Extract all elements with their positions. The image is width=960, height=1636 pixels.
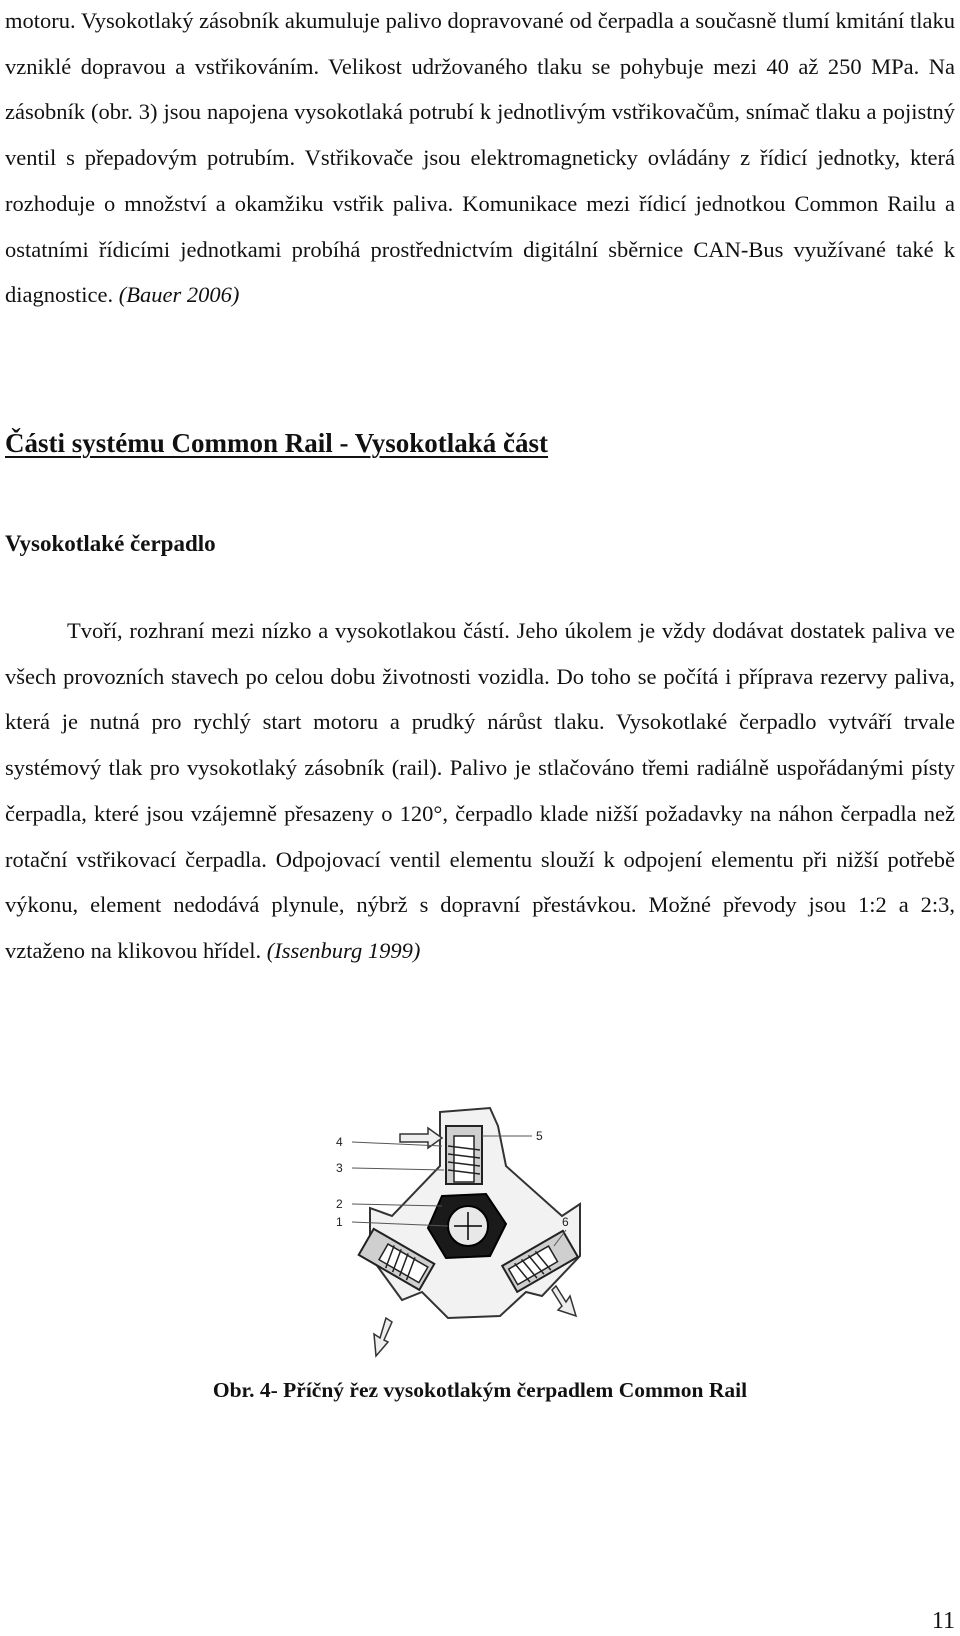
figure-label-6: 6 [562, 1215, 569, 1229]
citation-bauer: (Bauer 2006) [118, 282, 240, 308]
figure-label-1: 1 [336, 1215, 343, 1229]
figure-label-4: 4 [336, 1135, 343, 1149]
citation-issenburg: (Issenburg 1999) [266, 937, 421, 963]
figure-label-2: 2 [336, 1197, 343, 1211]
outlet-arrow-right [552, 1286, 576, 1316]
outlet-arrow-left [374, 1318, 392, 1356]
figure-caption: Obr. 4- Příčný řez vysokotlakým čerpadlem Common Rail [212, 1378, 748, 1402]
figure-label-3: 3 [336, 1161, 343, 1175]
figure-label-5: 5 [536, 1129, 543, 1143]
page-number: 11 [931, 1608, 955, 1634]
top-piston [454, 1136, 474, 1182]
pump-cross-section-figure [330, 1106, 618, 1358]
section-heading: Části systému Common Rail - Vysokotlaká část [5, 428, 549, 458]
paragraph-rail-text: motoru. Vysokotlaký zásobník akumuluje palivo dopravované od čerpadla a současně tlumí kmitání tlaku vzniklé dopravou a vstřikováním. Velikost udržovaného tlaku se pohybuje mezi 40 až 250 MPa. Na zásobník (obr. 3) jsou napojena vysokotlaká potrubí k jednotlivým vstřikovačům, snímač tlaku a pojistný ventil s přepadovým potrubím. Vstřikovače jsou elektromagneticky ovládány z řídicí jednotky, která rozhoduje o množství a okamžiku vstřik paliva. Komunikace mezi řídicí jednotkou Common Railu a ostatními řídicími jednotkami probíhá prostřednictvím digitální sběrnice CAN-Bus využívané také k diagnostice. [5, 8, 955, 308]
paragraph-pump [5, 608, 955, 974]
sub-heading: Vysokotlaké čerpadlo [5, 531, 216, 556]
paragraph-pump-text: Tvoří, rozhraní mezi nízko a vysokotlakou částí. Jeho úkolem je vždy dodávat dostatek paliva ve všech provozních stavech po celou dobu životnosti vozidla. Do toho se počítá i příprava rezervy paliva, která je nutná pro rychlý start motoru a prudký nárůst tlaku. Vysokotlaké čerpadlo vytváří trvale systémový tlak pro vysokotlaký zásobník (rail). Palivo je stlačováno třemi radiálně uspořádanými písty čerpadla, které jsou vzájemně přesazeny o 120°, čerpadlo klade nižší požadavky na náhon čerpadla než rotační vstřikovací čerpadla. Odpojovací ventil elementu slouží k odpojení elementu při nižší potřebě výkonu, element nedodává plynule, nýbrž s dopravní přestávkou. Možné převody jsou 1:2 a 2:3, vztaženo na klikovou hřídel. [5, 618, 955, 963]
paragraph-rail [5, 0, 955, 318]
